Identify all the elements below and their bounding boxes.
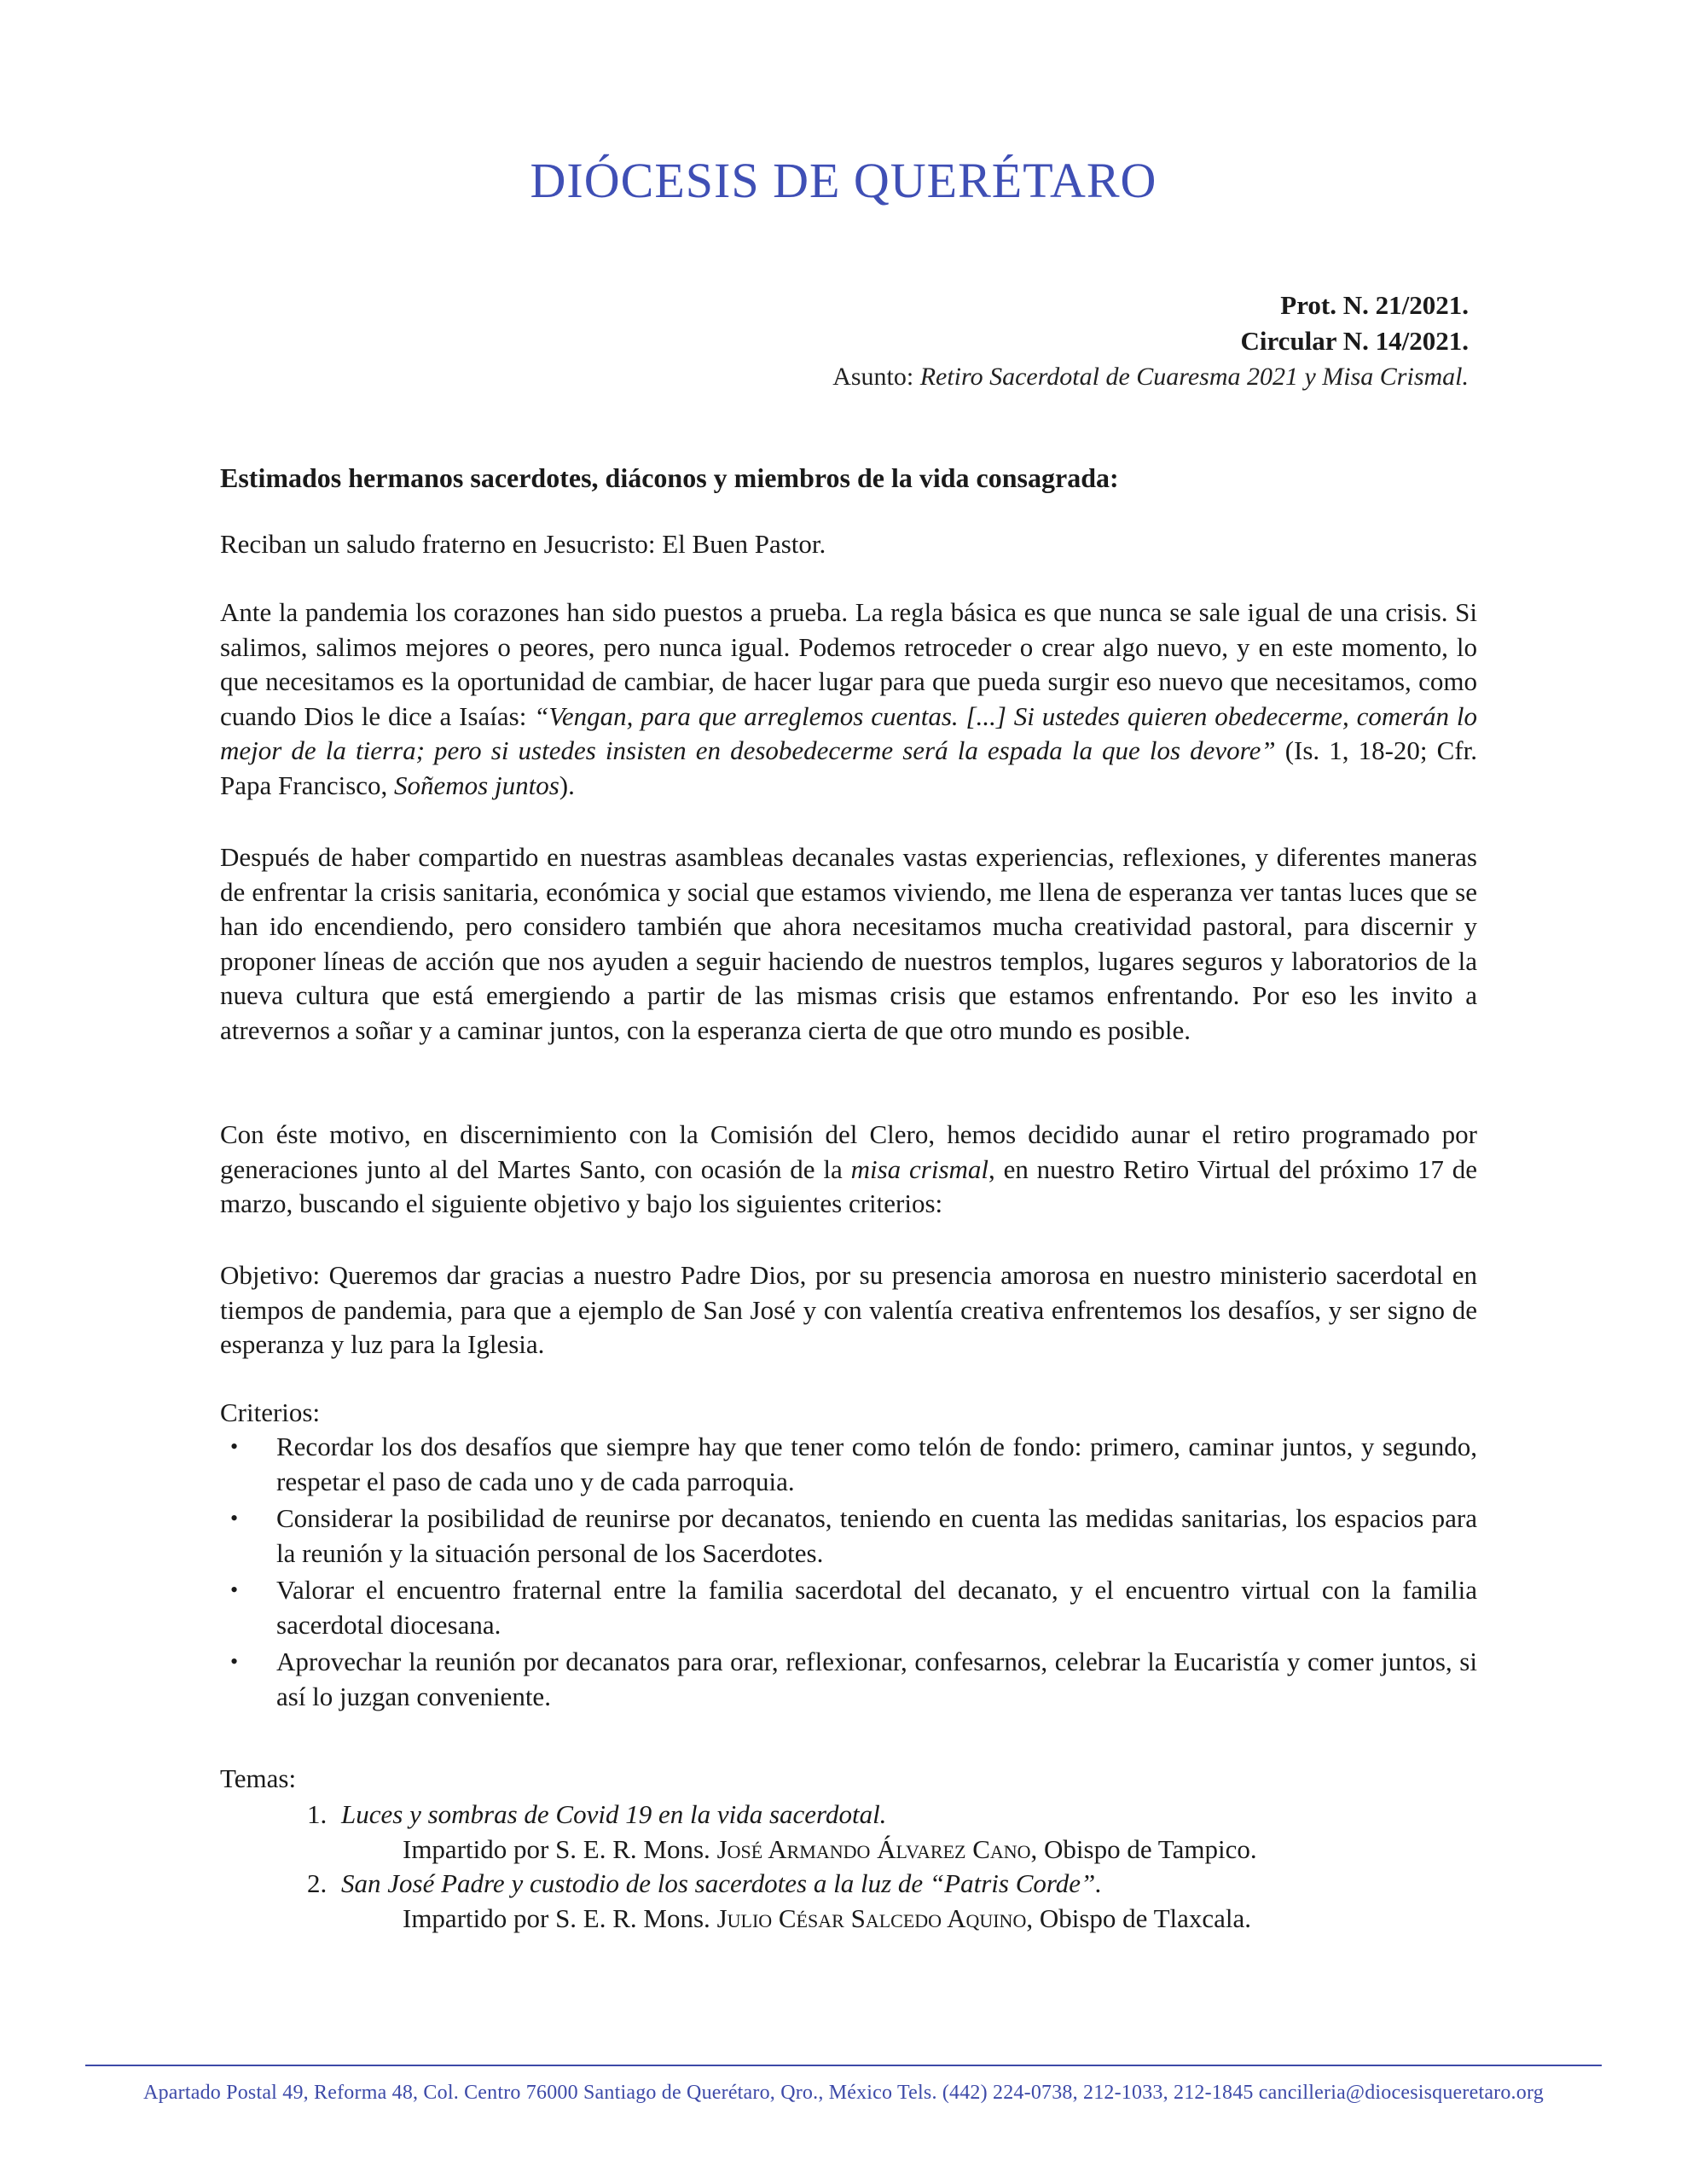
- paragraph-pandemic: [220, 595, 1477, 803]
- paragraph-objective: Objetivo: Queremos dar gracias a nuestro Padre Dios, por su presencia amorosa en nuestro ministerio sacerdotal en tiempos de pandemia, para que a ejemplo de San José y con valentía creativa enfrentemos los desafíos, y ser signo de esperanza y luz para la Iglesia.: [220, 1260, 1477, 1359]
- topic-number: 1.: [307, 1799, 328, 1829]
- diocese-title: DIÓCESIS DE QUERÉTARO: [530, 153, 1157, 208]
- footer-divider: [85, 2065, 1602, 2066]
- paragraph-motive-before: Con éste motivo, en discernimiento con la Comisión del Clero, hemos decidido aunar el retiro programado por generaciones junto al del Martes Santo, con ocasión de la: [220, 1119, 1477, 1184]
- misa-crismal-term: misa crismal: [850, 1153, 989, 1184]
- topic-title: Luces y sombras de Covid 19 en la vida sacerdotal.: [341, 1799, 887, 1829]
- speaker-name: José Armando Álvarez Cano: [716, 1833, 1031, 1864]
- topics-label: Temas:: [220, 1763, 297, 1793]
- topic-number: 2.: [307, 1868, 328, 1898]
- isaiah-quote: “Vengan, para que arreglemos cuentas. [...] Si ustedes quieren obedecerme, comerán lo mejor de la tierra; pero si ustedes insisten en desobedecerme será la espada la que los devore”: [220, 700, 1477, 765]
- subject-text: Retiro Sacerdotal de Cuaresma 2021 y Misa Crismal.: [919, 363, 1469, 391]
- bullet-icon: •: [230, 1506, 239, 1531]
- speaker-suffix: , Obispo de Tampico.: [1030, 1833, 1257, 1864]
- subject-line: [832, 359, 1469, 395]
- citation-end: ).: [559, 770, 575, 800]
- topic-item: [307, 1798, 1501, 1833]
- footer-address: Apartado Postal 49, Reforma 48, Col. Centro 76000 Santiago de Querétaro, Qro., México Tels. (442) 224-0738, 212-1033, 212-1845 cancilleria@diocesisqueretaro.org: [143, 2082, 1544, 2104]
- list-item: [220, 1502, 1477, 1571]
- criteria-list: [220, 1430, 1477, 1716]
- list-item: [220, 1573, 1477, 1642]
- salutation: Estimados hermanos sacerdotes, diáconos y miembros de la vida consagrada:: [220, 462, 1119, 493]
- bullet-icon: •: [230, 1434, 239, 1459]
- topic-speaker: [307, 1833, 1501, 1867]
- citation: (Is. 1, 18-20; Cfr. Papa Francisco,: [220, 735, 1477, 800]
- topic-title: San José Padre y custodio de los sacerdotes a la luz de “Patris Corde”.: [341, 1868, 1103, 1898]
- criteria-label: Criterios:: [220, 1397, 321, 1427]
- paragraph-greeting: Reciban un saludo fraterno en Jesucristo: El Buen Pastor.: [220, 529, 826, 559]
- circular-number: Circular N. 14/2021.: [1240, 326, 1469, 356]
- topic-speaker: [307, 1902, 1501, 1937]
- speaker-prefix: Impartido por S. E. R. Mons.: [403, 1902, 717, 1933]
- subject-label: Asunto:: [832, 363, 914, 391]
- paragraph-motive-after: , en nuestro Retiro Virtual del próximo 17 de marzo, buscando el siguiente objetivo y bajo los siguientes criterios:: [220, 1153, 1477, 1218]
- prot-number: Prot. N. 21/2021.: [1280, 290, 1469, 320]
- criteria-text: Aprovechar la reunión por decanatos para orar, reflexionar, confesarnos, celebrar la Eucaristía y comer juntos, si así lo juzgan conveniente.: [276, 1647, 1477, 1711]
- criteria-text: Recordar los dos desafíos que siempre hay que tener como telón de fondo: primero, caminar juntos, y segundo, respetar el paso de cada uno y de cada parroquia.: [276, 1432, 1477, 1496]
- paragraph-pandemic-text: Ante la pandemia los corazones han sido puestos a prueba. La regla básica es que nunca se sale igual de una crisis. Si salimos, salimos mejores o peores, pero nunca igual. Podemos retroceder o crear algo nuevo, y en este momento, lo que necesitamos es la oportunidad de cambiar, de hacer lugar para que pueda surgir eso nuevo que necesitamos, como cuando Dios le dice a Isaías:: [220, 597, 1477, 731]
- reference-block: [832, 288, 1469, 395]
- criteria-text: Valorar el encuentro fraternal entre la familia sacerdotal del decanato, y el encuentro virtual con la familia sacerdotal diocesana.: [276, 1575, 1477, 1640]
- topic-item: [307, 1867, 1501, 1902]
- list-item: [220, 1645, 1477, 1714]
- book-title: Soñemos juntos: [394, 770, 559, 800]
- bullet-icon: •: [230, 1577, 239, 1602]
- speaker-prefix: Impartido por S. E. R. Mons.: [403, 1833, 717, 1864]
- list-item: [220, 1430, 1477, 1499]
- topics-list: [307, 1798, 1501, 1936]
- speaker-name: Julio César Salcedo Aquino: [716, 1902, 1027, 1933]
- paragraph-experiences: Después de haber compartido en nuestras asambleas decanales vastas experiencias, reflexiones, y diferentes maneras de enfrentar la crisis sanitaria, económica y social que estamos viviendo, me llena de esperanza ver tantas luces que se han ido encendiendo, pero considero también que ahora necesitamos mucha creatividad pastoral, para discernir y proponer líneas de acción que nos ayuden a seguir haciendo de nuestros templos, lugares seguros y laboratorios de la nueva cultura que está emergiendo a partir de las mismas crisis que estamos enfrentando. Por eso les invito a atrevernos a soñar y a caminar juntos, con la esperanza cierta de que otro mundo es posible.: [220, 842, 1477, 1045]
- bullet-icon: •: [230, 1649, 239, 1674]
- criteria-text: Considerar la posibilidad de reunirse por decanatos, teniendo en cuenta las medidas sanitarias, los espacios para la reunión y la situación personal de los Sacerdotes.: [276, 1503, 1477, 1568]
- paragraph-motive: [220, 1118, 1477, 1222]
- speaker-suffix: , Obispo de Tlaxcala.: [1026, 1902, 1252, 1933]
